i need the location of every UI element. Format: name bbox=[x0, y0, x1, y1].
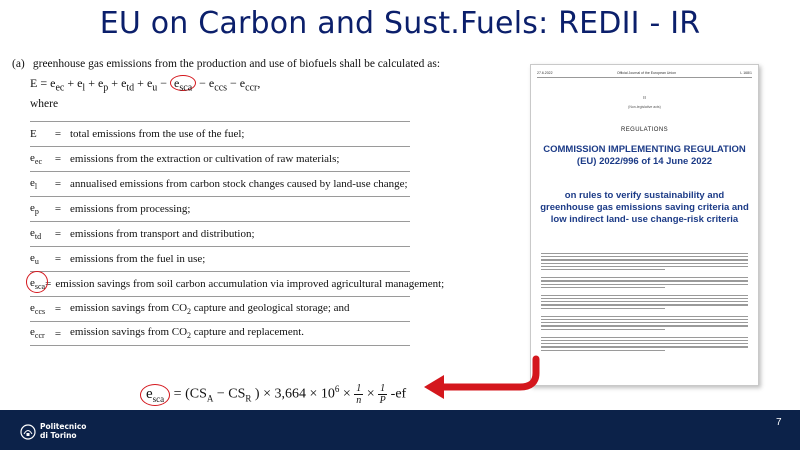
equals-sign: = bbox=[54, 153, 62, 165]
definition-symbol: $e_{ec}$ bbox=[30, 151, 42, 167]
definition-symbol: $e_{ccs}$ bbox=[30, 301, 46, 317]
doc-roman: II bbox=[643, 95, 646, 100]
definition-text: total emissions from the use of the fuel; bbox=[70, 128, 245, 140]
definition-row bbox=[30, 321, 410, 346]
definition-text: emissions from the extraction or cultivation of raw materials; bbox=[70, 153, 340, 165]
definition-symbol: $e_{td}$ bbox=[30, 226, 42, 242]
footer-logo-text: Politecnico di Torino bbox=[40, 422, 87, 440]
definition-row bbox=[30, 246, 410, 271]
definition-row bbox=[30, 296, 410, 321]
esca-circled: $e_{sca}$ bbox=[140, 384, 170, 406]
equals-sign: = bbox=[54, 303, 62, 315]
doc-title: COMMISSION IMPLEMENTING REGULATION (EU) 2022/996 of 14 June 2022 bbox=[543, 144, 746, 167]
definition-symbol: $e_u$ bbox=[30, 251, 39, 267]
definition-row bbox=[30, 146, 410, 171]
definition-text: emissions from the fuel in use; bbox=[70, 253, 206, 265]
equals-sign: = bbox=[54, 327, 62, 340]
doc-nonleg: (Non-legislative acts) bbox=[628, 105, 661, 109]
politecnico-logo-icon bbox=[20, 424, 36, 440]
doc-regulations-heading: REGULATIONS bbox=[621, 127, 668, 133]
red-arrow-icon bbox=[420, 355, 550, 405]
definition-row bbox=[30, 271, 445, 296]
esca-formula: $e_{sca} = (CS_A - CS_R$ ) × $3,664 \times 10^6$ × $\frac{1}{n}$ × $\frac{1}{P}$ -ef bbox=[140, 383, 406, 406]
equals-sign: = bbox=[54, 203, 62, 215]
definition-row bbox=[30, 171, 410, 196]
definition-text: emission savings from $CO_2$ capture and replacement. bbox=[70, 326, 305, 341]
definition-row bbox=[30, 121, 410, 146]
equals-sign: = bbox=[54, 253, 62, 265]
fraction-1-n: $\frac{1}{n}$ bbox=[356, 383, 362, 406]
intro-tag: (a) bbox=[12, 58, 25, 70]
regulation-document-thumbnail bbox=[530, 64, 759, 386]
intro-sentence: greenhouse gas emissions from the production and use of biofuels shall be calculated as: bbox=[32, 58, 441, 70]
intro-text bbox=[12, 58, 440, 70]
doc-subtitle: on rules to verify sustainability and greenhouse gas emissions saving criteria and low indirect land- use change-risk criteria bbox=[540, 190, 749, 225]
esca-highlight: $e_{sca}$ bbox=[170, 75, 196, 91]
definition-row bbox=[30, 221, 410, 246]
definition-text: emission savings from $CO_2$ capture and geological storage; and bbox=[70, 301, 350, 317]
definition-text: emissions from processing; bbox=[70, 203, 191, 215]
doc-header: 27.6.2022 Official Journal of the European Union L 168/1 bbox=[537, 71, 752, 78]
where-label: where bbox=[30, 98, 59, 110]
definition-text: emission savings from soil carbon accumulation via improved agricultural management; bbox=[55, 278, 445, 290]
definition-row bbox=[30, 196, 410, 221]
equals-sign: = bbox=[54, 228, 62, 240]
fraction-1-p: $\frac{1}{P}$ bbox=[379, 383, 386, 406]
footer-bar bbox=[0, 410, 800, 450]
doc-body-text bbox=[541, 253, 748, 358]
page-number: 7 bbox=[776, 417, 782, 428]
definition-symbol: $e_{sca}$ bbox=[30, 276, 46, 292]
equals-sign: = bbox=[54, 128, 62, 140]
definitions-table bbox=[30, 121, 445, 346]
definition-symbol: $e_{ccr}$ bbox=[30, 326, 45, 341]
definition-text: annualised emissions from carbon stock changes caused by land-use change; bbox=[70, 178, 408, 190]
definition-text: emissions from transport and distribution; bbox=[70, 228, 255, 240]
slide-title: EU on Carbon and Sust.Fuels: REDII - IR bbox=[99, 6, 701, 41]
definition-symbol: E bbox=[30, 128, 37, 140]
equals-sign: = bbox=[54, 178, 62, 190]
emission-formula: $E = e_{ec} + e_l + e_p + e_{td} + e_u - e_{sca} - e_{ccs} - e_{ccr}$, bbox=[30, 76, 261, 94]
definition-symbol: $e_l$ bbox=[30, 176, 38, 192]
definition-symbol: $e_p$ bbox=[30, 201, 39, 217]
equals-sign: = bbox=[45, 278, 52, 290]
